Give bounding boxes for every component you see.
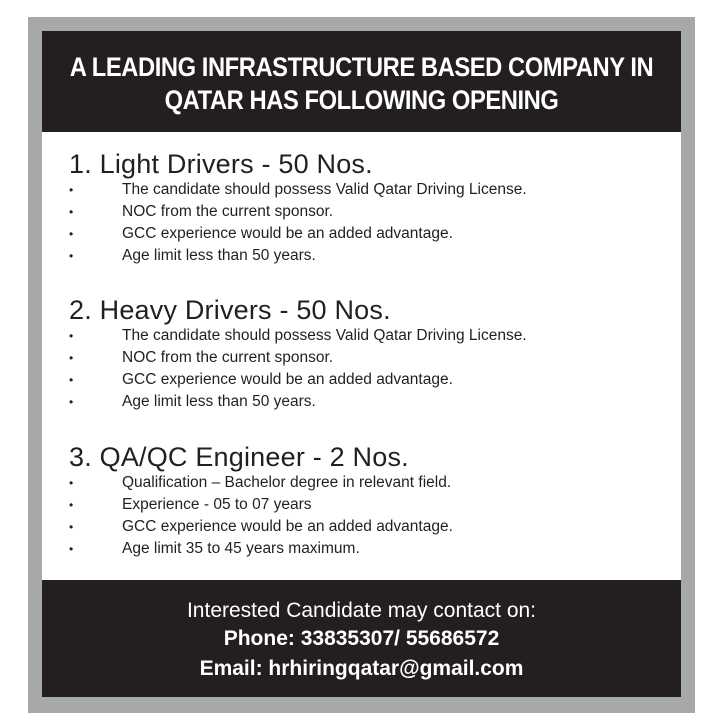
list-item-text: Age limit 35 to 45 years maximum. (122, 540, 360, 557)
bullet-icon: • (69, 249, 74, 263)
list-item-text: NOC from the current sponsor. (122, 349, 334, 366)
list-item-text: GCC experience would be an added advantage. (122, 518, 453, 535)
list-item (69, 494, 669, 516)
bullet-icon: • (69, 351, 74, 365)
list-item-text: Qualification – Bachelor degree in relevant field. (122, 474, 452, 491)
list-item (69, 325, 669, 347)
list-item (69, 245, 669, 267)
bullet-icon: • (69, 476, 74, 490)
list-item-text: GCC experience would be an added advantage. (122, 225, 453, 242)
list-item-text: Age limit less than 50 years. (122, 247, 316, 264)
list-item (69, 201, 669, 223)
section-title: 3. QA/QC Engineer - 2 Nos. (69, 442, 409, 472)
bullet-icon: • (69, 227, 74, 241)
ad-panel (42, 31, 681, 697)
list-item (69, 179, 669, 201)
list-item (69, 391, 669, 413)
bullet-icon: • (69, 183, 74, 197)
contact-phone: Phone: 33835307/ 55686572 (223, 627, 500, 650)
section-light-drivers (69, 149, 669, 267)
list-item-text: NOC from the current sponsor. (122, 203, 334, 220)
header-line-1: A LEADING INFRASTRUCTURE BASED COMPANY IN (69, 51, 654, 82)
list-item (69, 538, 669, 560)
bullet-icon: • (69, 395, 74, 409)
outer-frame (28, 17, 695, 713)
list-item-text: GCC experience would be an added advantage. (122, 371, 453, 388)
section-title: 2. Heavy Drivers - 50 Nos. (69, 295, 391, 325)
list-item-text: Experience - 05 to 07 years (122, 496, 312, 513)
contact-banner (42, 580, 681, 697)
list-item (69, 347, 669, 369)
header-title (70, 51, 653, 117)
bullet-icon: • (69, 329, 74, 343)
list-item-text: The candidate should possess Valid Qatar Driving License. (122, 327, 527, 344)
bullet-icon: • (69, 520, 74, 534)
bullet-icon: • (69, 205, 74, 219)
list-item (69, 516, 669, 538)
bullet-list (69, 179, 669, 267)
list-item (69, 223, 669, 245)
contact-intro: Interested Candidate may contact on: (186, 599, 537, 622)
header-banner (42, 31, 681, 132)
list-item (69, 369, 669, 391)
section-heavy-drivers (69, 295, 669, 413)
bullet-list (69, 325, 669, 413)
list-item (69, 472, 669, 494)
bullet-icon: • (69, 498, 74, 512)
section-qa-qc-engineer (69, 442, 669, 560)
section-title: 1. Light Drivers - 50 Nos. (69, 149, 373, 179)
list-item-text: The candidate should possess Valid Qatar Driving License. (122, 181, 527, 198)
list-item-text: Age limit less than 50 years. (122, 393, 316, 410)
contact-email: Email: hrhiringqatar@gmail.com (199, 657, 524, 680)
bullet-icon: • (69, 542, 74, 556)
bullet-list (69, 472, 669, 560)
header-line-2: QATAR HAS FOLLOWING OPENING (164, 84, 559, 115)
bullet-icon: • (69, 373, 74, 387)
